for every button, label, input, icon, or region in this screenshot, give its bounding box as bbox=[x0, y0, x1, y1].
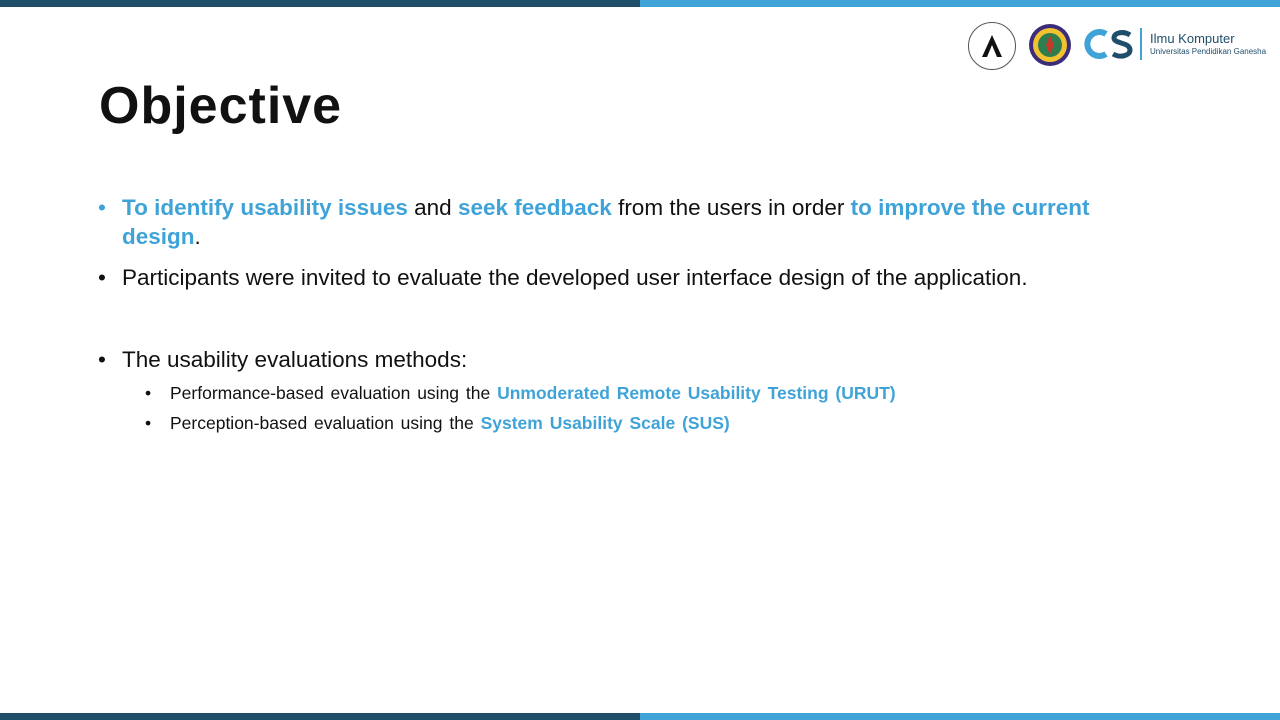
perception-prefix: Perception-based evaluation using the bbox=[170, 413, 481, 433]
bullet-dot-icon: • bbox=[98, 347, 106, 372]
objective-bullet-list bbox=[98, 193, 1158, 438]
bullet-objective bbox=[98, 193, 1158, 251]
top-bar-dark-segment bbox=[0, 0, 640, 7]
bullet-dot-icon: • bbox=[98, 265, 106, 290]
a-logo-icon bbox=[968, 22, 1016, 70]
text-and: and bbox=[407, 195, 458, 220]
highlight-identify-issues: To identify usability issues bbox=[122, 195, 408, 220]
participants-text: Participants were invited to evaluate the developed user interface design of the application. bbox=[122, 265, 1028, 290]
bottom-bar-dark-segment bbox=[0, 713, 640, 720]
performance-prefix: Performance-based evaluation using the bbox=[170, 383, 498, 403]
urut-highlight: Unmoderated Remote Usability Testing (URUT) bbox=[497, 383, 896, 403]
sub-bullet-dot-icon: • bbox=[145, 383, 152, 403]
bullet-dot-icon: • bbox=[98, 195, 106, 220]
slide-title: Objective bbox=[99, 77, 343, 135]
sub-bullet-perception bbox=[122, 408, 1158, 438]
methods-text: The usability evaluations methods: bbox=[122, 347, 468, 372]
department-name: Ilmu Komputer bbox=[1150, 31, 1235, 46]
bullet-participants bbox=[98, 263, 1158, 292]
cs-logo-icon bbox=[1084, 26, 1134, 62]
university-name: Universitas Pendidikan Ganesha bbox=[1150, 47, 1267, 56]
logo-divider bbox=[1140, 28, 1142, 60]
highlight-seek-feedback: seek feedback bbox=[457, 195, 612, 220]
bullet-methods bbox=[98, 345, 1158, 438]
text-period: . bbox=[194, 224, 201, 249]
methods-sub-list bbox=[122, 378, 1158, 438]
sus-highlight: System Usability Scale (SUS) bbox=[480, 413, 730, 433]
sub-bullet-performance bbox=[122, 378, 1158, 408]
bottom-bar-light-segment bbox=[640, 713, 1280, 720]
sub-bullet-dot-icon: • bbox=[145, 413, 152, 433]
highlight-improve-design: to improve the current design bbox=[122, 195, 1090, 249]
top-accent-bar bbox=[0, 0, 1280, 7]
university-seal-icon bbox=[1028, 23, 1072, 67]
bottom-accent-bar bbox=[0, 713, 1280, 720]
top-bar-light-segment bbox=[640, 0, 1280, 7]
text-from-users: from the users in order bbox=[611, 195, 851, 220]
